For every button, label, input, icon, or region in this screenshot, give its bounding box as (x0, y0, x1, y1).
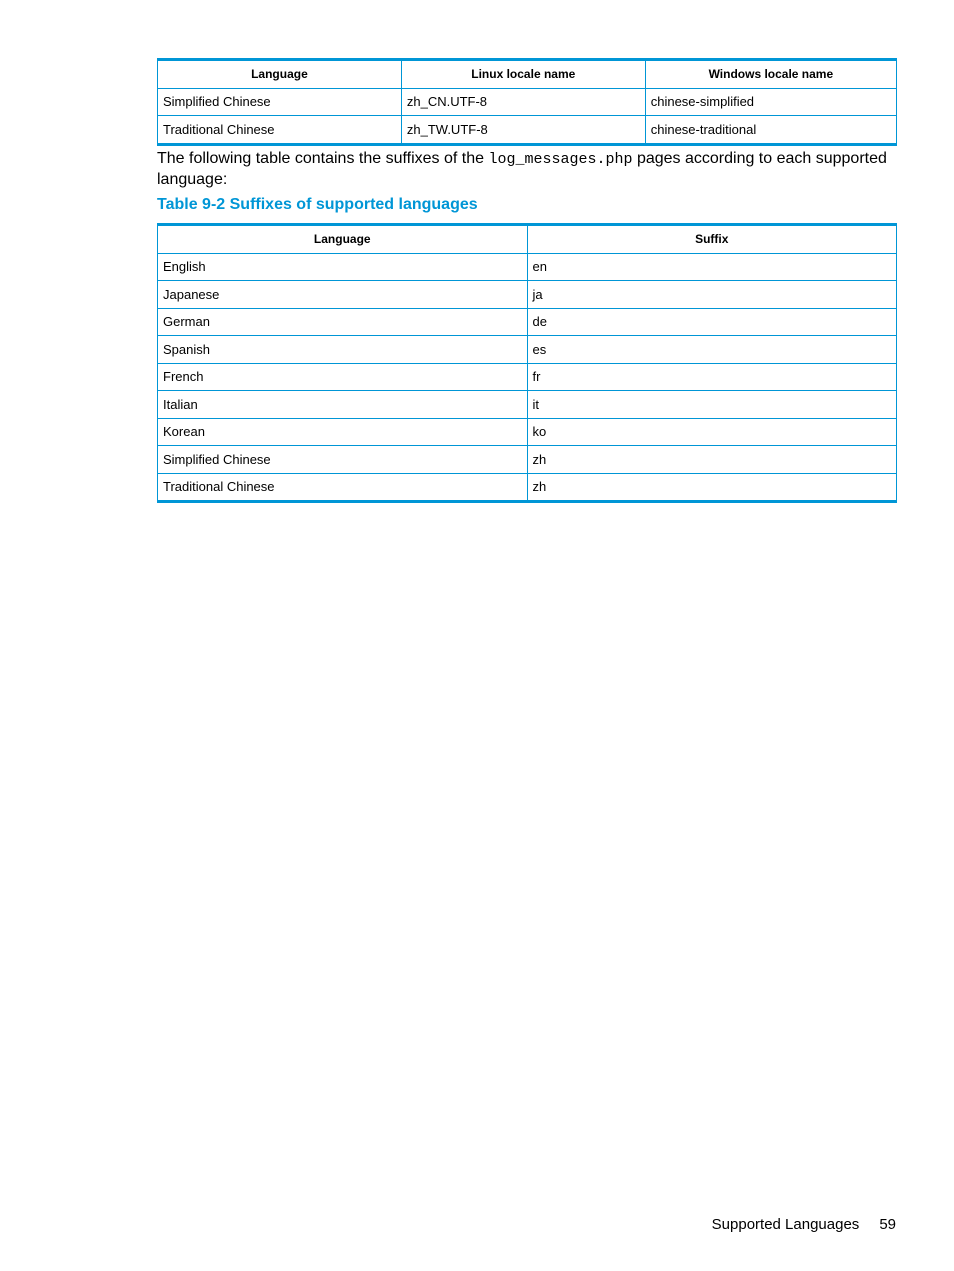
table-cell: zh (527, 446, 897, 474)
table-cell: Italian (158, 391, 528, 419)
table-cell: Traditional Chinese (158, 116, 402, 145)
table-cell: zh_TW.UTF-8 (401, 116, 645, 145)
table-cell: zh_CN.UTF-8 (401, 88, 645, 116)
page-number: 59 (879, 1216, 896, 1233)
table-row (158, 116, 897, 145)
table-row (158, 308, 897, 336)
column-header-language: Language (158, 225, 528, 254)
table-row (158, 88, 897, 116)
table-row (158, 363, 897, 391)
column-header-suffix: Suffix (527, 225, 897, 254)
table-cell: German (158, 308, 528, 336)
table-cell: English (158, 253, 528, 281)
intro-text-before: The following table contains the suffixes of the (157, 150, 489, 167)
table-row (158, 391, 897, 419)
table-cell: Traditional Chinese (158, 473, 528, 502)
table-cell: chinese-simplified (645, 88, 896, 116)
page-footer (712, 1215, 896, 1235)
table-row (158, 253, 897, 281)
language-suffixes-table (157, 223, 897, 503)
column-header-language: Language (158, 60, 402, 89)
table-cell: de (527, 308, 897, 336)
intro-paragraph (157, 149, 897, 190)
intro-code-filename: log_messages.php (488, 151, 633, 168)
table-cell: ja (527, 281, 897, 309)
table-cell: zh (527, 473, 897, 502)
table-cell: Japanese (158, 281, 528, 309)
locale-names-table (157, 58, 897, 146)
column-header-linux-locale: Linux locale name (401, 60, 645, 89)
table-cell: en (527, 253, 897, 281)
table-cell: it (527, 391, 897, 419)
table-header-row (158, 60, 897, 89)
intro-text-after: pages according to each supported language: (157, 150, 887, 188)
table-row (158, 446, 897, 474)
table-row (158, 336, 897, 364)
footer-section-title: Supported Languages (711, 1216, 860, 1233)
table-cell: Simplified Chinese (158, 446, 528, 474)
table-row (158, 281, 897, 309)
table-cell: Spanish (158, 336, 528, 364)
column-header-windows-locale: Windows locale name (645, 60, 896, 89)
table-row (158, 418, 897, 446)
table-header-row (158, 225, 897, 254)
table-row (158, 473, 897, 502)
table-cell: French (158, 363, 528, 391)
table-cell: chinese-traditional (645, 116, 896, 145)
table-cell: fr (527, 363, 897, 391)
table-cell: es (527, 336, 897, 364)
table-caption: Table 9-2 Suffixes of supported languages (157, 196, 478, 213)
table-cell: ko (527, 418, 897, 446)
table-cell: Simplified Chinese (158, 88, 402, 116)
table-cell: Korean (158, 418, 528, 446)
